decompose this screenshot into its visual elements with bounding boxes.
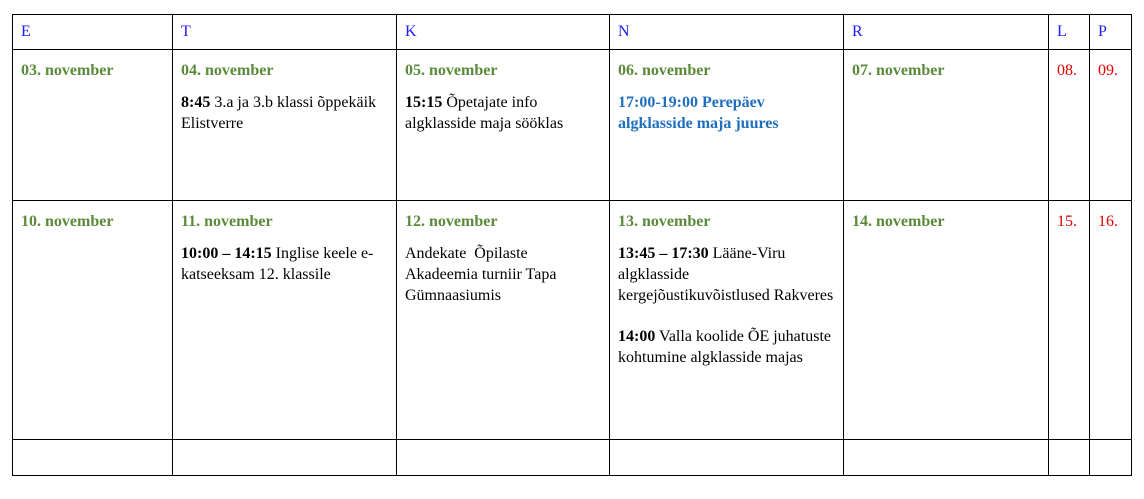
header-cell-sat: L	[1049, 15, 1090, 50]
empty-cell	[397, 440, 610, 476]
weekend-date: 09.	[1098, 62, 1118, 79]
weekend-cell	[1090, 50, 1132, 201]
header-cell-wed: K	[397, 15, 610, 50]
weekend-cell	[1049, 50, 1090, 201]
header-cell-thu: N	[610, 15, 844, 50]
header-cell-mon: E	[13, 15, 173, 50]
day-date: 10. november	[21, 213, 114, 230]
weekend-cell	[1090, 201, 1132, 440]
weekend-cell	[1049, 201, 1090, 440]
empty-cell	[844, 440, 1049, 476]
weekday-header-row	[13, 15, 1132, 50]
event-text: Lääne-Viru algklasside kergejõustikuvõistlused Rakveres	[618, 245, 834, 304]
week-row-2	[13, 201, 1132, 440]
event-time: 13:45 – 17:30	[618, 245, 709, 262]
day-cell	[397, 50, 610, 201]
event-text: Inglise keele e-katseeksam 12. klassile	[181, 245, 374, 283]
event-item	[618, 326, 835, 368]
event-time: 14:00	[618, 328, 656, 345]
event-text: 3.a ja 3.b klassi õppekäik Elistverre	[181, 94, 377, 132]
day-cell	[397, 201, 610, 440]
day-date: 04. november	[181, 62, 274, 79]
weekend-date: 08.	[1057, 62, 1077, 79]
day-date: 07. november	[852, 62, 945, 79]
empty-row	[13, 440, 1132, 476]
event-item: Andekate Õpilaste Akadeemia turniir Tapa Gümnaasiumis	[405, 245, 561, 304]
day-cell	[610, 50, 844, 201]
day-date: 05. november	[405, 62, 498, 79]
day-cell	[844, 50, 1049, 201]
calendar-table	[12, 14, 1132, 476]
day-cell	[610, 201, 844, 440]
event-time: 15:15	[405, 94, 443, 111]
day-cell	[173, 201, 397, 440]
event-item	[405, 92, 601, 134]
day-date: 03. november	[21, 62, 114, 79]
empty-cell	[610, 440, 844, 476]
day-cell	[13, 50, 173, 201]
weekend-date: 16.	[1098, 213, 1118, 230]
day-date: 06. november	[618, 62, 711, 79]
day-cell	[13, 201, 173, 440]
empty-cell	[1090, 440, 1132, 476]
day-date: 13. november	[618, 213, 711, 230]
event-item-highlight: 17:00-19:00 Perepäev algklasside maja juures	[618, 94, 779, 132]
empty-cell	[1049, 440, 1090, 476]
day-cell	[173, 50, 397, 201]
event-text: Õpetajate info algklasside maja sööklas	[405, 94, 564, 132]
event-item	[181, 243, 388, 285]
event-time: 8:45	[181, 94, 211, 111]
day-cell	[844, 201, 1049, 440]
event-item	[618, 243, 835, 306]
header-cell-sun: P	[1090, 15, 1132, 50]
event-time: 10:00 – 14:15	[181, 245, 272, 262]
header-cell-fri: R	[844, 15, 1049, 50]
day-date: 14. november	[852, 213, 945, 230]
day-date: 12. november	[405, 213, 498, 230]
weekend-date: 15.	[1057, 213, 1077, 230]
day-date: 11. november	[181, 213, 273, 230]
header-cell-tue: T	[173, 15, 397, 50]
empty-cell	[13, 440, 173, 476]
week-row-1	[13, 50, 1132, 201]
event-text: Valla koolide ÕE juhatuste kohtumine algklasside majas	[618, 328, 831, 366]
event-item	[181, 92, 388, 134]
empty-cell	[173, 440, 397, 476]
